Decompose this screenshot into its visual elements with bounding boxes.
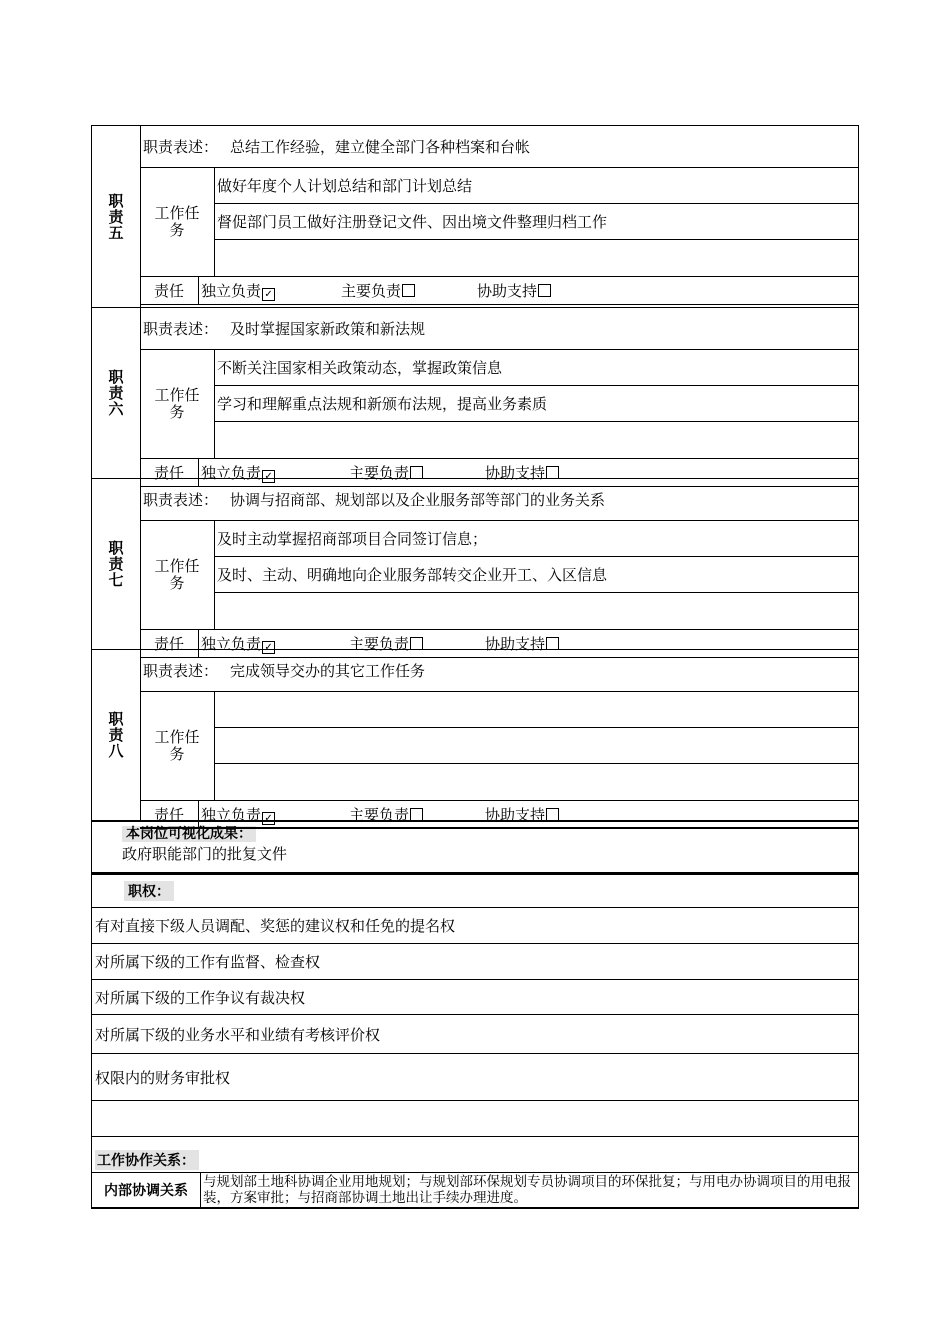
duty-option <box>347 804 423 825</box>
duty-option <box>483 804 559 825</box>
duty-option-label: 独立负责 <box>201 282 262 300</box>
job-description-table <box>91 125 859 1209</box>
responsibility-block <box>91 649 859 824</box>
authority-item <box>91 1101 859 1137</box>
responsibility-block <box>91 125 859 307</box>
work-tasks-row <box>140 521 858 630</box>
responsibility-label: 职责八 <box>106 711 125 759</box>
duty-option-label: 协助支持 <box>485 464 546 482</box>
duty-option-label: 主要负责 <box>349 635 410 653</box>
cooperation-header <box>91 1137 859 1173</box>
task-row <box>215 692 858 728</box>
duty-label: 责任 <box>140 277 199 304</box>
task-row <box>215 422 858 458</box>
work-tasks-label: 工作任务 <box>140 168 215 276</box>
responsibility-description-row <box>140 479 858 521</box>
duty-label: 责任 <box>140 630 199 657</box>
work-tasks-row <box>140 168 858 277</box>
description-text: 总结工作经验，建立健全部门各种档案和台帐 <box>230 138 531 156</box>
visual-result-title: 本岗位可视化成果： <box>122 826 256 842</box>
duty-option-label: 独立负责 <box>201 635 262 653</box>
description-label: 职责表述： <box>143 138 219 156</box>
visual-result-text: 政府职能部门的批复文件 <box>122 845 288 863</box>
responsibility-label: 职责六 <box>106 369 125 417</box>
work-tasks-label: 工作任务 <box>140 350 215 458</box>
duty-option-label: 独立负责 <box>201 464 262 482</box>
duty-option-label: 主要负责 <box>349 464 410 482</box>
task-row: 做好年度个人计划总结和部门计划总结 <box>215 168 858 204</box>
work-tasks-label: 工作任务 <box>140 692 215 800</box>
responsibility-description-row <box>140 308 858 350</box>
duty-option <box>475 280 551 301</box>
responsibility-label-cell <box>92 308 141 478</box>
task-row <box>215 764 858 800</box>
unchecked-box-icon[interactable] <box>410 808 423 821</box>
authority-item: 对所属下级的工作争议有裁决权 <box>91 980 859 1015</box>
task-row: 及时、主动、明确地向企业服务部转交企业开工、入区信息 <box>215 557 858 593</box>
cooperation-title: 工作协作关系： <box>95 1150 199 1170</box>
responsibility-block <box>91 307 859 482</box>
internal-cooperation-text: 与规划部土地科协调企业用地规划；与规划部环保规划专员协调项目的环保批复；与用电办协调项目的用电报装，方案审批；与招商部协调土地出让手续办理进度。 <box>203 1174 851 1206</box>
task-row: 学习和理解重点法规和新颁布法规，提高业务素质 <box>215 386 858 422</box>
work-tasks-row <box>140 350 858 459</box>
responsibility-description-row <box>140 126 858 168</box>
internal-cooperation-row <box>91 1173 859 1209</box>
duty-option-label: 协助支持 <box>485 635 546 653</box>
responsibility-description-row <box>140 650 858 692</box>
checked-box-icon[interactable]: ✓ <box>262 288 275 301</box>
responsibility-block <box>91 478 859 653</box>
task-row: 督促部门员工做好注册登记文件、因出境文件整理归档工作 <box>215 204 858 240</box>
unchecked-box-icon[interactable] <box>402 284 415 297</box>
description-text: 协调与招商部、规划部以及企业服务部等部门的业务关系 <box>230 491 606 509</box>
unchecked-box-icon[interactable] <box>546 808 559 821</box>
internal-cooperation-label: 内部协调关系 <box>92 1173 201 1207</box>
task-row <box>215 728 858 764</box>
authority-header <box>91 873 859 908</box>
duty-option <box>339 280 415 301</box>
authority-item: 权限内的财务审批权 <box>91 1054 859 1101</box>
responsibility-label: 职责七 <box>106 540 125 588</box>
duty-row <box>140 277 858 305</box>
responsibility-label-cell <box>92 650 141 820</box>
work-tasks-label: 工作任务 <box>140 521 215 629</box>
duty-option-label: 独立负责 <box>201 805 262 824</box>
authority-title: 职权： <box>124 881 174 901</box>
description-text: 及时掌握国家新政策和新法规 <box>230 320 426 338</box>
checked-box-icon[interactable]: ✓ <box>262 812 275 825</box>
description-label: 职责表述： <box>143 320 219 338</box>
checked-box-icon[interactable]: ✓ <box>262 641 275 654</box>
authority-item: 对所属下级的工作有监督、检查权 <box>91 944 859 980</box>
responsibility-label: 职责五 <box>106 192 125 241</box>
duty-row <box>140 801 858 829</box>
duty-option <box>199 280 275 301</box>
duty-option-label: 主要负责 <box>349 805 410 824</box>
duty-option <box>199 804 275 825</box>
authority-item: 对所属下级的业务水平和业绩有考核评价权 <box>91 1015 859 1054</box>
task-row: 不断关注国家相关政策动态，掌握政策信息 <box>215 350 858 386</box>
duty-option-label: 主要负责 <box>341 282 402 300</box>
task-row: 及时主动掌握招商部项目合同签订信息； <box>215 521 858 557</box>
responsibility-label-cell <box>92 126 141 307</box>
description-label: 职责表述： <box>143 491 219 509</box>
duty-option-label: 协助支持 <box>477 282 538 300</box>
task-row <box>215 240 858 276</box>
duty-option-label: 协助支持 <box>485 805 546 824</box>
work-tasks-row <box>140 692 858 801</box>
authority-item: 有对直接下级人员调配、奖惩的建议权和任免的提名权 <box>91 908 859 944</box>
task-row <box>215 593 858 629</box>
description-text: 完成领导交办的其它工作任务 <box>230 662 426 680</box>
duty-label: 责任 <box>140 459 199 486</box>
responsibility-label-cell <box>92 479 141 649</box>
description-label: 职责表述： <box>143 662 219 680</box>
duty-label: 责任 <box>140 801 199 827</box>
unchecked-box-icon[interactable] <box>538 284 551 297</box>
checked-box-icon[interactable]: ✓ <box>262 470 275 483</box>
